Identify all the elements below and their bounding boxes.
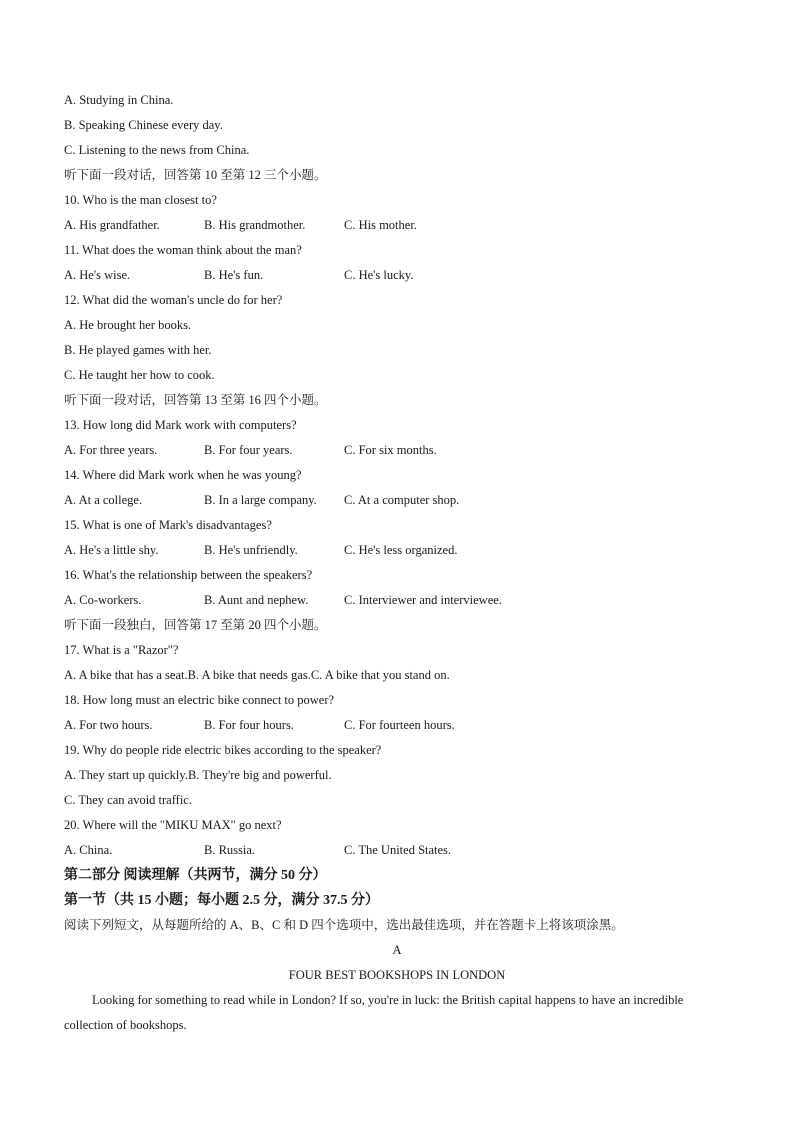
passage-letter: A [392, 943, 402, 957]
q13-option-a: A. For three years. [64, 443, 158, 457]
q12-option-c: C. He taught her how to cook. [64, 368, 215, 382]
question-12: 12. What did the woman's uncle do for her? [64, 293, 283, 307]
q16-option-c: C. Interviewer and interviewee. [344, 593, 502, 607]
question-20: 20. Where will the "MIKU MAX" go next? [64, 818, 282, 832]
passage-paragraph-1: Looking for something to read while in London? If so, you're in luck: the British capital happens to have an incredible collection of bookshops. [64, 993, 684, 1032]
question-17: 17. What is a "Razor"? [64, 643, 179, 657]
question-14-options [64, 488, 744, 513]
q13-option-c: C. For six months. [344, 443, 437, 457]
q14-option-c: C. At a computer shop. [344, 493, 460, 507]
q18-option-a: A. For two hours. [64, 718, 153, 732]
question-11-options [64, 263, 744, 288]
exam-page [64, 88, 744, 1038]
question-10-options [64, 213, 744, 238]
question-15-options [64, 538, 744, 563]
q16-option-a: A. Co-workers. [64, 593, 142, 607]
q14-option-a: A. At a college. [64, 493, 143, 507]
q9-option-c: C. Listening to the news from China. [64, 143, 250, 157]
question-11: 11. What does the woman think about the man? [64, 243, 302, 257]
q18-option-c: C. For fourteen hours. [344, 718, 455, 732]
q20-option-a: A. China. [64, 843, 113, 857]
q13-option-b: B. For four years. [204, 443, 293, 457]
q9-option-a: A. Studying in China. [64, 93, 174, 107]
q16-option-b: B. Aunt and nephew. [204, 593, 309, 607]
question-10: 10. Who is the man closest to? [64, 193, 217, 207]
q11-option-a: A. He's wise. [64, 268, 131, 282]
q12-option-b: B. He played games with her. [64, 343, 212, 357]
q14-option-b: B. In a large company. [204, 493, 317, 507]
question-13: 13. How long did Mark work with computers? [64, 418, 297, 432]
question-18-options [64, 713, 744, 738]
q15-option-a: A. He's a little shy. [64, 543, 159, 557]
q17-options: A. A bike that has a seat.B. A bike that needs gas.C. A bike that you stand on. [64, 668, 450, 682]
q10-option-b: B. His grandmother. [204, 218, 306, 232]
passage-title: FOUR BEST BOOKSHOPS IN LONDON [288, 968, 506, 982]
reading-instructions: 阅读下列短文，从每题所给的 A、B、C 和 D 四个选项中，选出最佳选项，并在答题卡上将该项涂黑。 [64, 918, 624, 932]
question-19: 19. Why do people ride electric bikes according to the speaker? [64, 743, 382, 757]
q11-option-c: C. He's lucky. [344, 268, 414, 282]
question-14: 14. Where did Mark work when he was young? [64, 468, 302, 482]
q9-option-b: B. Speaking Chinese every day. [64, 118, 223, 132]
q10-option-a: A. His grandfather. [64, 218, 160, 232]
question-15: 15. What is one of Mark's disadvantages? [64, 518, 272, 532]
q15-option-b: B. He's unfriendly. [204, 543, 298, 557]
question-20-options [64, 838, 744, 863]
part-two-title: 第二部分 阅读理解（共两节，满分 50 分） [64, 868, 327, 883]
section-one-title: 第一节（共 15 小题；每小题 2.5 分，满分 37.5 分） [64, 893, 379, 908]
q19-option-c: C. They can avoid traffic. [64, 793, 192, 807]
question-16: 16. What's the relationship between the speakers? [64, 568, 313, 582]
q20-option-b: B. Russia. [204, 843, 256, 857]
question-16-options [64, 588, 744, 613]
question-13-options [64, 438, 744, 463]
section-instruction-17-20: 听下面一段独白，回答第 17 至第 20 四个小题。 [64, 618, 327, 632]
section-instruction-10-12: 听下面一段对话，回答第 10 至第 12 三个小题。 [64, 168, 327, 182]
q11-option-b: B. He's fun. [204, 268, 264, 282]
q20-option-c: C. The United States. [344, 843, 452, 857]
q19-options-ab: A. They start up quickly.B. They're big and powerful. [64, 768, 332, 782]
question-18: 18. How long must an electric bike connect to power? [64, 693, 335, 707]
q15-option-c: C. He's less organized. [344, 543, 458, 557]
section-instruction-13-16: 听下面一段对话，回答第 13 至第 16 四个小题。 [64, 393, 327, 407]
q12-option-a: A. He brought her books. [64, 318, 192, 332]
q18-option-b: B. For four hours. [204, 718, 294, 732]
q10-option-c: C. His mother. [344, 218, 417, 232]
